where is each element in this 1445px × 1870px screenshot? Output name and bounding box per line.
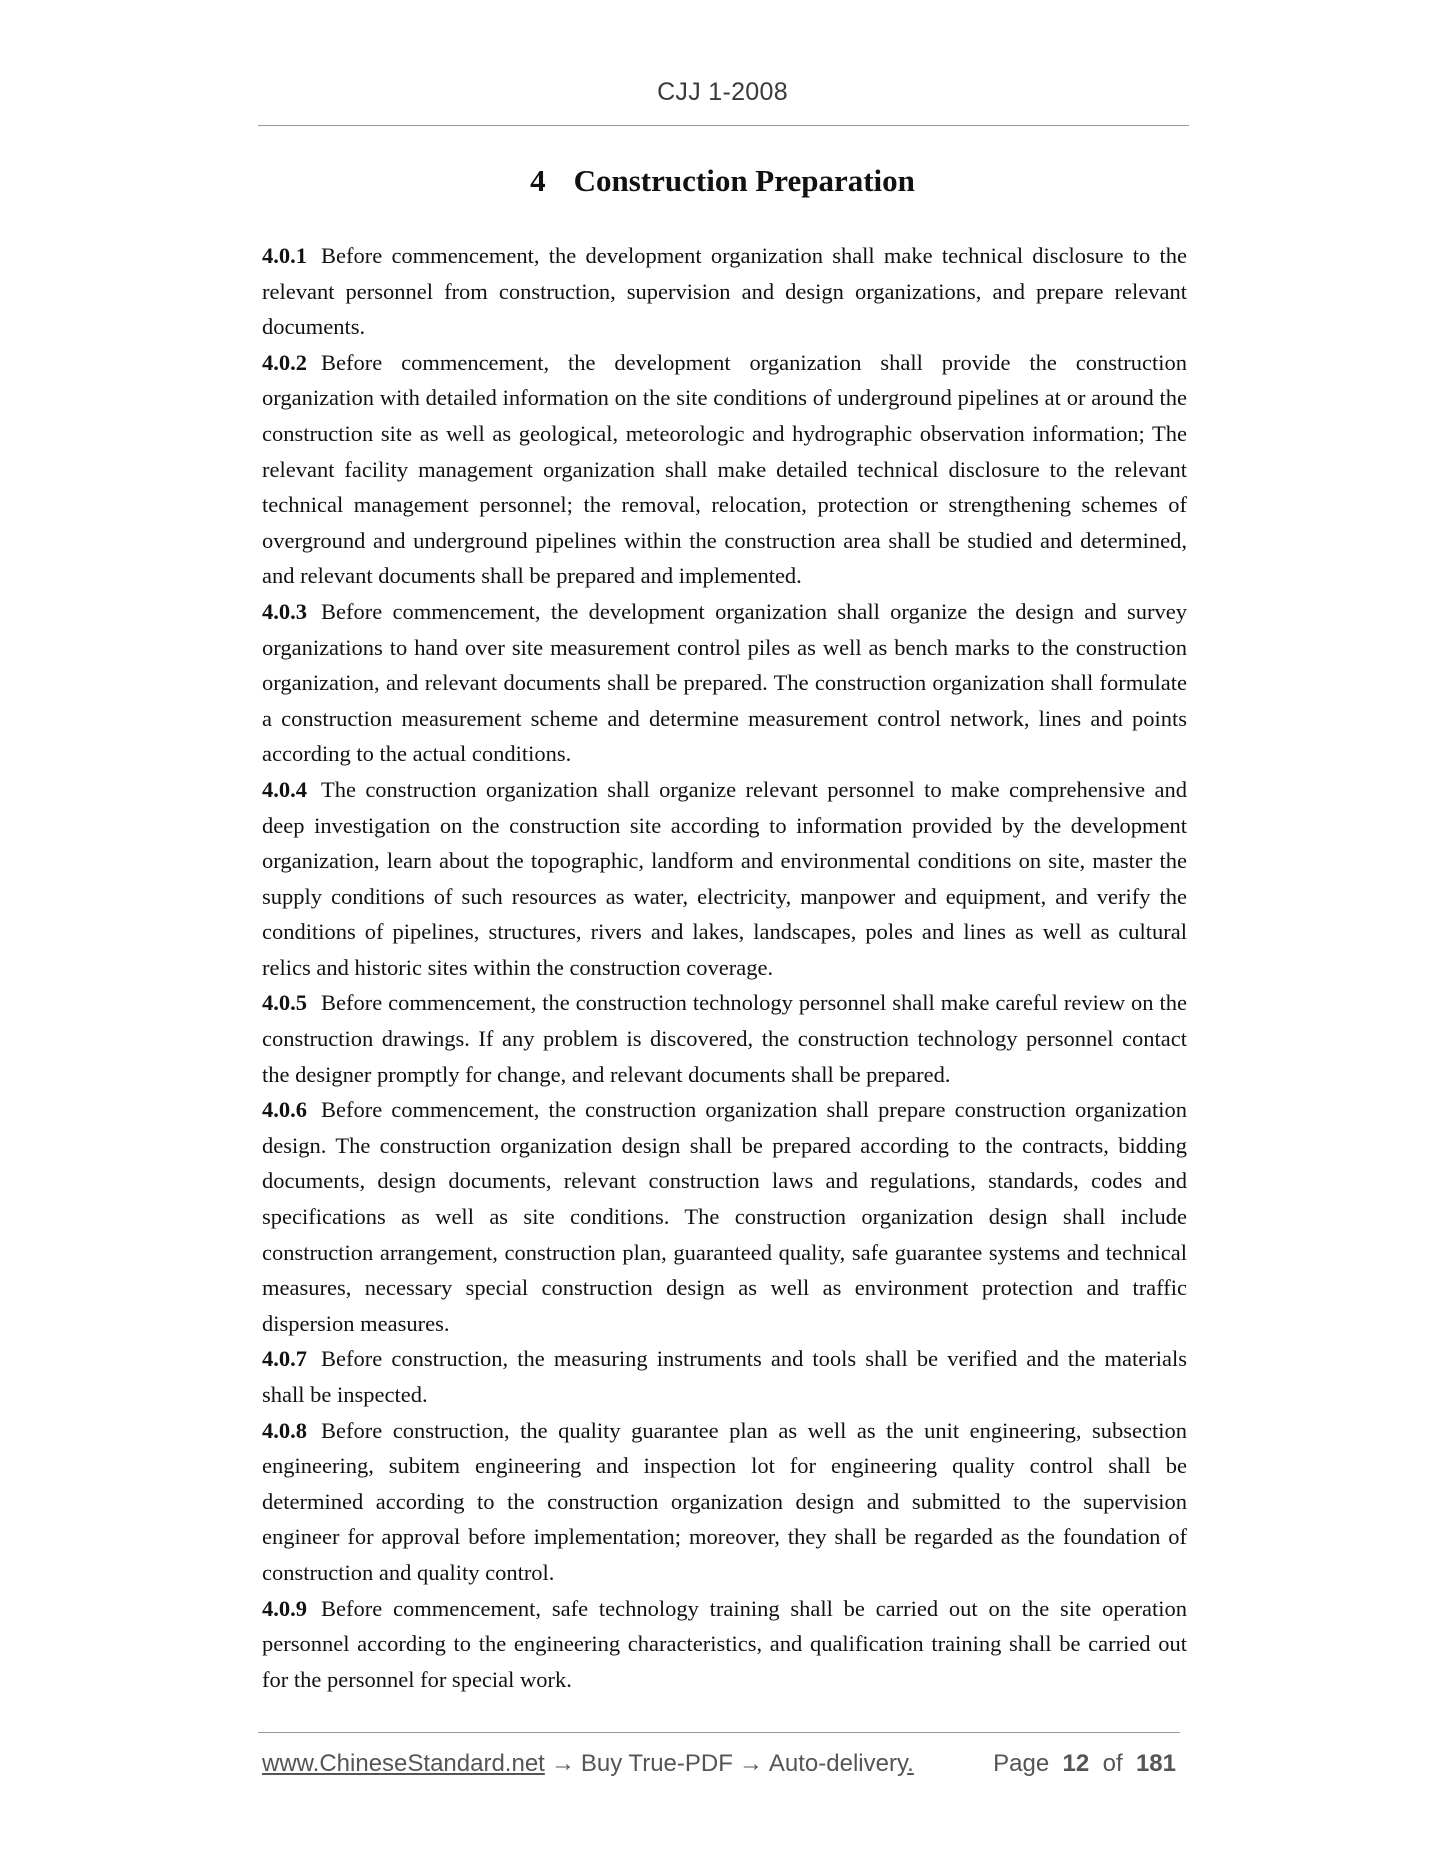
page-total: 181 — [1135, 1750, 1176, 1777]
page-footer — [262, 1750, 1182, 1778]
arrow-right-icon: → — [550, 1750, 575, 1777]
clause-number: 4.0.1 — [262, 243, 307, 268]
clause-number: 4.0.4 — [262, 776, 307, 802]
buy-true-pdf-text: Buy True-PDF — [580, 1750, 733, 1777]
chapter-title-text: Construction Preparation — [573, 163, 915, 198]
clause-number: 4.0.6 — [262, 1097, 307, 1123]
footer-divider — [258, 1732, 1180, 1733]
page-of-label: of — [1102, 1750, 1123, 1777]
clause-number: 4.0.9 — [262, 1595, 307, 1621]
clause-4-0-6 — [262, 1092, 1187, 1341]
clause-4-0-7 — [262, 1341, 1187, 1412]
clause-4-0-9 — [262, 1591, 1187, 1698]
arrow-right-icon: → — [738, 1750, 763, 1777]
clause-text: Before commencement, the development organization shall make technical disclosure to the relevant personnel from construction, supervision and design organizations, and prepare relevant documents. — [262, 243, 1187, 340]
clause-4-0-5 — [262, 985, 1187, 1092]
clause-text: Before commencement, the development organization shall provide the construction organization with detailed information on the site conditions of underground pipelines at or around the construction site as well as geological, meteorologic and hydrographic observation information; The relevant facility management organization shall make detailed technical disclosure to the relevant technical management personnel; the removal, relocation, protection or strengthening schemes of overground and underground pipelines within the construction area shall be studied and determined, and relevant documents shall be prepared and implemented. — [262, 349, 1187, 589]
auto-delivery-text: Auto-delivery — [768, 1750, 908, 1777]
clause-4-0-2 — [262, 345, 1187, 594]
clause-text: The construction organization shall organize relevant personnel to make comprehensive and deep investigation on the construction site according to information provided by the development organization, learn about the topographic, landform and environmental conditions on site, master the supply conditions of such resources as water, electricity, manpower and equipment, and verify the conditions of pipelines, structures, rivers and lakes, landscapes, poles and lines as well as cultural relics and historic sites within the construction coverage. — [262, 776, 1187, 980]
clause-text: Before commencement, safe technology training shall be carried out on the site operation personnel according to the engineering characteristics, and qualification training shall be carried out for the personnel for special work. — [262, 1595, 1187, 1692]
auto-delivery-period: . — [907, 1750, 914, 1777]
website-link[interactable]: www.ChineseStandard.net — [262, 1750, 545, 1777]
clause-text: Before commencement, the development organization shall organize the design and survey organizations to hand over site measurement control piles as well as bench marks to the construction organization, and relevant documents shall be prepared. The construction organization shall formulate a construction measurement scheme and determine measurement control network, lines and points according to the actual conditions. — [262, 598, 1187, 767]
clause-text: Before commencement, the construction technology personnel shall make careful review on the construction drawings. If any problem is discovered, the construction technology personnel contact the designer promptly for change, and relevant documents shall be prepared. — [262, 990, 1187, 1087]
clause-number: 4.0.2 — [262, 349, 307, 375]
page-current: 12 — [1062, 1750, 1090, 1777]
page-label: Page — [993, 1750, 1050, 1777]
chapter-number: 4 — [530, 163, 546, 198]
clause-4-0-3 — [262, 594, 1187, 772]
clause-4-0-4 — [262, 772, 1187, 986]
chapter-title — [0, 163, 1445, 199]
header-divider — [258, 125, 1189, 126]
clause-4-0-1 — [262, 238, 1187, 345]
clause-number: 4.0.8 — [262, 1417, 307, 1443]
clause-4-0-8 — [262, 1413, 1187, 1591]
clause-number: 4.0.3 — [262, 598, 307, 624]
clause-text: Before construction, the measuring instruments and tools shall be verified and the materials shall be inspected. — [262, 1346, 1187, 1407]
clause-number: 4.0.5 — [262, 990, 307, 1016]
clause-text: Before commencement, the construction organization shall prepare construction organization design. The construction organization design shall be prepared according to the contracts, bidding documents, design documents, relevant construction laws and regulations, standards, codes and specifications as well as site conditions. The construction organization design shall include construction arrangement, construction plan, guaranteed quality, safe guarantee systems and technical measures, necessary special construction design as well as environment protection and traffic dispersion measures. — [262, 1097, 1187, 1336]
clause-text: Before construction, the quality guarantee plan as well as the unit engineering, subsection engineering, subitem engineering and inspection lot for engineering quality control shall be determined according to the construction organization design and submitted to the supervision engineer for approval before implementation; moreover, they shall be regarded as the foundation of construction and quality control. — [262, 1417, 1187, 1585]
document-code-header: CJJ 1-2008 — [657, 78, 788, 106]
clause-number: 4.0.7 — [262, 1346, 307, 1372]
page-indicator — [993, 1750, 1176, 1778]
document-body — [262, 238, 1187, 1697]
